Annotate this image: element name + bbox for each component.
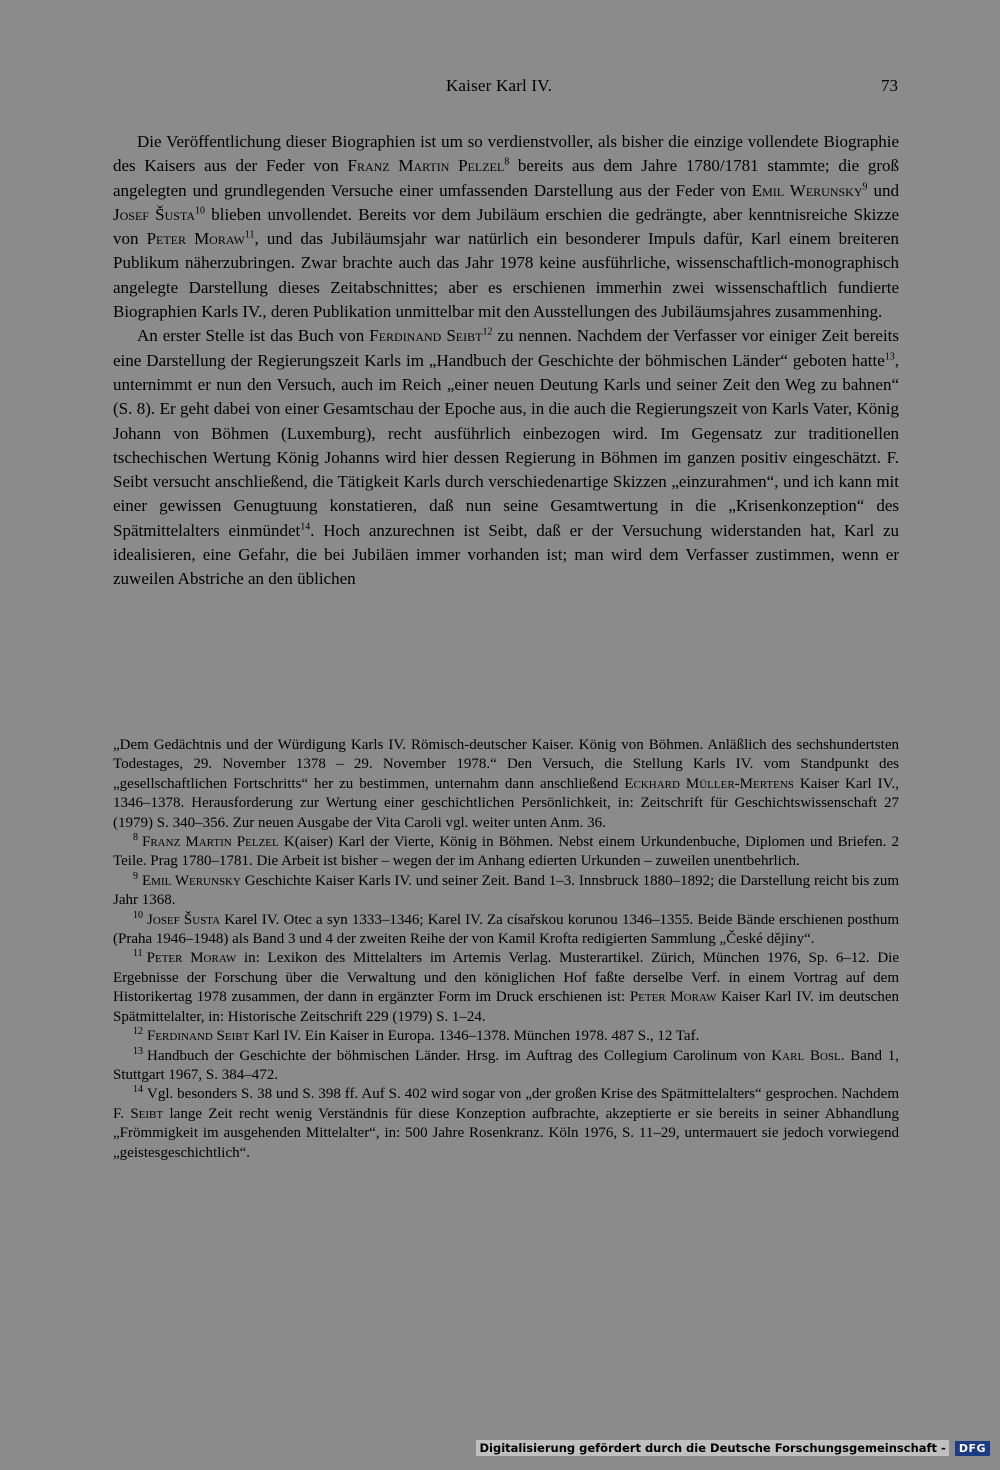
footnote-ref: 10: [195, 205, 206, 217]
author-name: Josef Šusta: [113, 204, 196, 224]
text-run: . Band 1, Stuttgart 1967, S. 384–472.: [113, 1047, 899, 1083]
text-run: Handbuch der Geschichte der böhmischen Länder. Hrsg. im Auftrag des Collegium Carolinum von: [147, 1047, 772, 1064]
author-name: Seibt: [130, 1105, 164, 1122]
body-text: [113, 130, 899, 592]
author-name: Josef Šusta: [147, 911, 221, 928]
footnote-9: [113, 872, 899, 911]
footnote-14: [113, 1085, 899, 1163]
text-run: und: [867, 180, 900, 200]
author-name: Emil Werunsky: [751, 180, 863, 200]
text-run: Kaiser Karl IV. im deutschen Spätmittelalter, in: Historische Zeitschrift 229 (1979) S. 1–24.: [113, 989, 899, 1025]
footnote-11: [113, 949, 899, 1027]
page-number: 73: [881, 76, 898, 95]
footnote-ref: 9: [862, 180, 868, 192]
running-title: Kaiser Karl IV.: [445, 76, 553, 95]
text-run: „Dem Gedächtnis und der Würdigung Karls IV. Römisch-deutscher Kaiser. König von Böhmen. Anläßlich des sechshundertsten Todestages, 29. November 1378 – 29. November 1978.“ Den Versuch, die Stellung Karls IV. vom Standpunkt des „gesellschaftlichen Fortschritts“ her zu bestimmen, unternahm dann anschließend: [113, 737, 899, 792]
text-run: in: Lexikon des Mittelalters im Artemis Verlag. Musterartikel. Zürich, München 1976, Sp. 6–12. Die Ergebnisse der Forschung über die Verwaltung und den königlichen Hof faßte derselbe Verf. in einem Vortrag auf dem Historikertag 1978 zusammen, der dann in ergänzter Form im Druck erschienen ist:: [113, 950, 899, 1006]
footnote-ref: 14: [300, 521, 311, 533]
footnote-ref: 12: [482, 326, 493, 338]
author-name: Peter Moraw: [629, 989, 717, 1006]
footnote-number: 14: [133, 1084, 143, 1096]
page-header: [100, 76, 898, 102]
text-run: Vgl. besonders S. 38 und S. 398 ff. Auf S. 402 wird sogar von „der großen Krise des Spätmittelalters“ gesprochen. Nachdem F.: [113, 1086, 899, 1122]
text-run: Karl IV. Ein Kaiser in Europa. 1346–1378. München 1978. 487 S., 12 Taf.: [249, 1028, 700, 1045]
footnote-number: 13: [133, 1045, 143, 1057]
text-run: Karel IV. Otec a syn 1333–1346; Karel IV. Za císařskou korunou 1346–1355. Beide Bände erschienen posthum (Praha 1946–1948) als Band 3 und 4 der zweiten Reihe der von Kamil Krofta redigierten Sammlung „České dějiny“.: [113, 911, 900, 948]
author-name: Emil Werunsky: [142, 872, 241, 889]
credit-text: Digitalisierung gefördert durch die Deutsche Forschungsgemeinschaft -: [476, 1440, 948, 1456]
footnote-7-continued: [113, 736, 899, 833]
footnote-number: 9: [133, 870, 138, 882]
paragraph-2: [113, 324, 899, 591]
author-name: Karl Bosl: [771, 1047, 841, 1064]
author-name: Eckhard Müller-Mertens: [624, 775, 794, 792]
footnote-8: [113, 833, 899, 872]
text-run: lange Zeit recht wenig Verständnis für diese Konzeption aufbrachte, akzeptierte er sie bereits in seiner Abhandlung „Frömmigkeit im ausgehenden Mittelalter“, in: 500 Jahre Rosenkranz. Köln 1976, S. 11–29, untermauert sie jedoch vorwiegend „geistesgeschichtlich“.: [113, 1105, 899, 1161]
text-run: . Hoch anzurechnen ist Seibt, daß er der Versuchung widerstanden hat, Karl zu idealisieren, eine Gefahr, die bei Jubiläen immer vorhanden ist; man wird dem Verfasser zustimmen, wenn er zuweilen Abstriche an den üblichen: [113, 520, 899, 589]
text-run: zu nennen. Nachdem der Verfasser vor einiger Zeit bereits eine Darstellung der Regierungszeit Karls im „Handbuch der Geschichte der böhmischen Länder“ geboten hatte: [113, 326, 900, 370]
author-name: Ferdinand Seibt: [147, 1028, 250, 1045]
author-name: Peter Moraw: [146, 950, 237, 967]
text-run: An erster Stelle ist das Buch von: [137, 326, 370, 346]
footnote-ref: 13: [884, 351, 895, 363]
text-run: , unternimmt er nun den Versuch, auch im Reich „einer neuen Deutung Karls und seiner Zeit den Weg zu bahnen“ (S. 8). Er geht dabei von einer Gesamtschau der Epoche aus, in die auch die Regierungszeit von Karls Vater, König Johann von Böhmen (Luxemburg), recht ausführlich einbezogen wird. Im Gegensatz zur traditionellen tschechischen Wertung König Johanns wird hier dessen Regierung in Böhmen im ganzen positiv eingeschätzt. F. Seibt versucht anschließend, die Tätigkeit Karls durch verschiedenartige Skizzen „einzurahmen“, und ich kann mit einer gewissen Genugtuung konstatieren, daß nun seine Gesamtwertung in die „Krisenkonzeption“ des Spätmittelalters einmündet: [113, 350, 899, 540]
footnote-ref: 8: [504, 156, 510, 168]
footnote-number: 12: [133, 1026, 143, 1038]
footnote-number: 11: [133, 948, 143, 960]
text-run: bereits aus dem Jahre 1780/1781 stammte; die groß angelegten und grundlegenden Versuche einer umfassenden Darstellung aus der Feder von: [113, 156, 900, 200]
footnote-12: [113, 1027, 899, 1046]
paragraph-1: [113, 130, 899, 324]
text-run: Geschichte Kaiser Karls IV. und seiner Zeit. Band 1–3. Innsbruck 1880–1892; die Darstellung reicht bis zum Jahr 1368.: [113, 872, 899, 909]
footnote-number: 10: [133, 909, 143, 921]
footnote-number: 8: [133, 832, 138, 844]
text-run: K(aiser) Karl der Vierte, König in Böhmen. Nebst einem Urkundenbuche, Diplomen und Briefen. 2 Teile. Prag 1780–1781. Die Arbeit ist bisher – wegen der im Anhang edierten Urkunden – zuweilen unentbehrlich.: [113, 834, 900, 870]
footnotes: [113, 736, 899, 1163]
text-run: Kaiser Karl IV., 1346–1378. Herausforderung zur Wertung einer geschichtlichen Persönlichkeit, in: Zeitschrift für Geschichtswissenschaft 27 (1979) S. 340–356. Zur neuen Ausgabe der Vita Caroli vgl. weiter unten Anm. 36.: [113, 775, 899, 831]
author-name: Franz Martin Pelzel: [142, 834, 279, 851]
footnote-13: [113, 1047, 899, 1086]
footnote-10: [113, 911, 899, 950]
author-name: Peter Moraw: [146, 229, 245, 249]
footnote-ref: 11: [244, 229, 255, 241]
digitization-credit: [476, 1439, 990, 1457]
author-name: Franz Martin Pelzel: [347, 156, 505, 176]
text-run: , und das Jubiläumsjahr war natürlich ein besonderer Impuls dafür, Karl einem breiteren Publikum näherzubringen. Zwar brachte auch das Jahr 1978 keine ausführliche, wissenschaftlich-monographisch angelegte Darstellung dieses Zeitabschnittes; aber es erschienen immerhin zwei wissenschaftlich fundierte Biographien Karls IV., deren Publikation unmittelbar mit den Ausstellungen des Jubiläumsjahres zusammenhing.: [113, 229, 900, 322]
dfg-logo: DFG: [955, 1441, 990, 1456]
author-name: Ferdinand Seibt: [369, 326, 483, 346]
text-run: Die Veröffentlichung dieser Biographien ist um so verdienstvoller, als bisher die einzige vollendete Biographie des Kaisers aus der Feder von: [113, 132, 899, 176]
text-run: blieben unvollendet. Bereits vor dem Jubiläum erschien die gedrängte, aber kenntnisreiche Skizze von: [113, 204, 899, 249]
